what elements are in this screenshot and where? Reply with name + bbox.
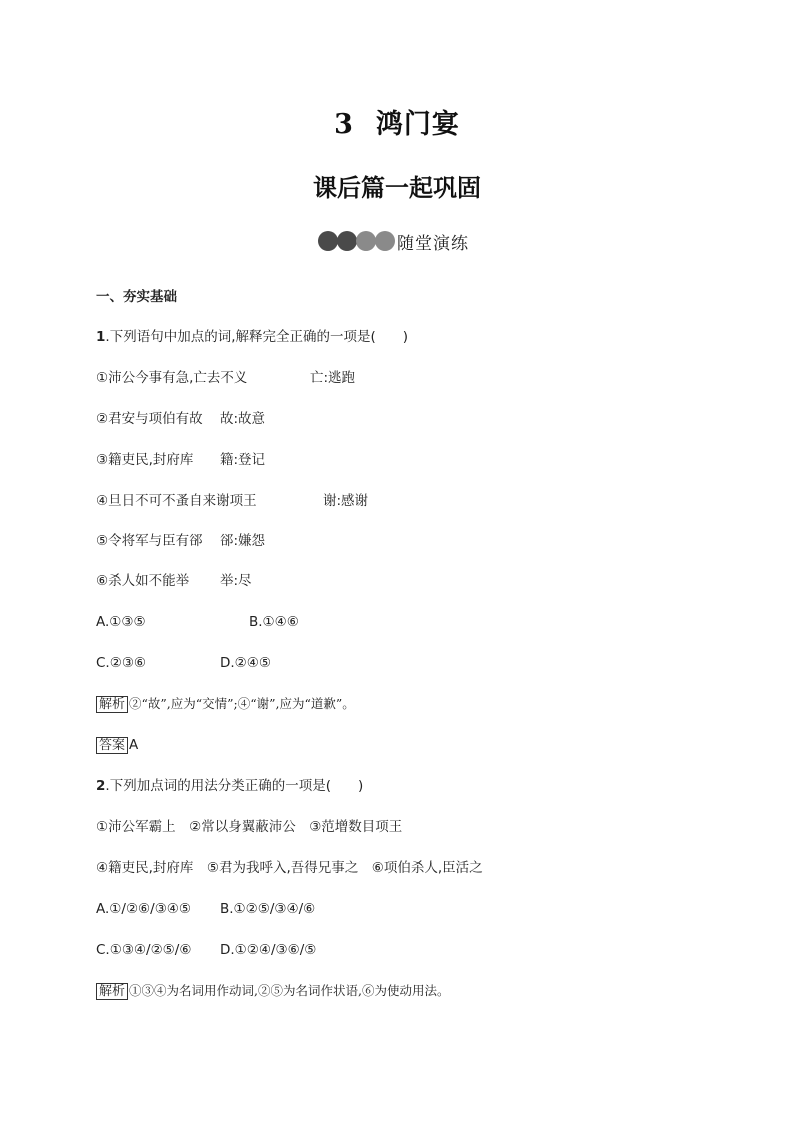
dot-icon [337,231,357,251]
option-c[interactable]: C.②③⑥ [96,655,147,671]
q1-item-3 [96,451,266,469]
dot-icon [318,231,338,251]
lesson-title-text: 鸿门宴 [375,109,460,140]
item-gloss: 亡:逃跑 [310,370,356,386]
q1-item-1 [96,369,356,387]
q2-items-line-2: ④籍吏民,封府库 ⑤君为我呼入,吾得兄事之 ⑥项伯杀人,臣活之 [96,860,483,876]
option-a[interactable]: A.①/②⑥/③④⑤ [96,901,192,917]
q1-analysis [96,695,355,713]
option-b[interactable]: B.①④⑥ [249,614,299,630]
q1-item-2 [96,410,266,428]
item-gloss: 举:尽 [220,573,252,589]
analysis-text: ②“故”,应为“交情”;④“谢”,应为“道歉”。 [129,696,355,711]
question-number: 2 [96,778,106,794]
section-tag [318,229,469,253]
question-2-stem [96,777,363,795]
item-sentence: ⑥杀人如不能举 [96,573,190,589]
item-sentence: ③籍吏民,封府库 [96,452,194,468]
q1-item-6 [96,572,252,590]
q1-options-row-1 [96,613,299,631]
option-d[interactable]: D.②④⑤ [220,655,271,671]
item-sentence: ⑤令将军与臣有郤 [96,533,203,549]
q1-item-5 [96,532,266,550]
item-gloss: 谢:感谢 [323,493,369,509]
question-stem: .下列加点词的用法分类正确的一项是( ) [105,778,364,794]
q2-analysis [96,982,449,1000]
q2-items-line-1: ①沛公军霸上 ②常以身翼蔽沛公 ③范增数目项王 [96,819,403,835]
q1-answer [96,736,138,754]
subtitle: 课后篇一起巩固 [313,173,481,202]
item-gloss: 籍:登记 [220,452,266,468]
analysis-text: ①③④为名词用作动词,②⑤为名词作状语,⑥为使动用法。 [129,983,450,998]
question-number: 1 [96,329,106,345]
analysis-tag: 解析 [96,696,128,713]
q2-options-row-2 [96,941,317,959]
option-c[interactable]: C.①③④/②⑤/⑥ [96,942,192,958]
option-a[interactable]: A.①③⑤ [96,614,146,630]
analysis-tag: 解析 [96,983,128,1000]
section-label: 随堂演练 [397,233,469,254]
q1-options-row-2 [96,654,271,672]
item-sentence: ②君安与项伯有故 [96,411,203,427]
q1-item-4 [96,492,369,510]
answer-text: A [129,737,139,753]
q2-options-row-1 [96,900,316,918]
lesson-number: 3 [334,109,354,140]
lesson-title [0,102,794,141]
dot-icon [356,231,376,251]
question-1-stem [96,328,408,346]
dot-icon [375,231,395,251]
answer-tag: 答案 [96,737,128,754]
option-d[interactable]: D.①②④/③⑥/⑤ [220,942,317,958]
option-b[interactable]: B.①②⑤/③④/⑥ [220,901,316,917]
part-heading: 一、夯实基础 [96,289,177,305]
item-sentence: ④旦日不可不蚤自来谢项王 [96,493,257,509]
item-gloss: 郤:嫌怨 [220,533,266,549]
question-stem: .下列语句中加点的词,解释完全正确的一项是( ) [105,329,409,345]
item-gloss: 故:故意 [220,411,266,427]
item-sentence: ①沛公今事有急,亡去不义 [96,370,248,386]
